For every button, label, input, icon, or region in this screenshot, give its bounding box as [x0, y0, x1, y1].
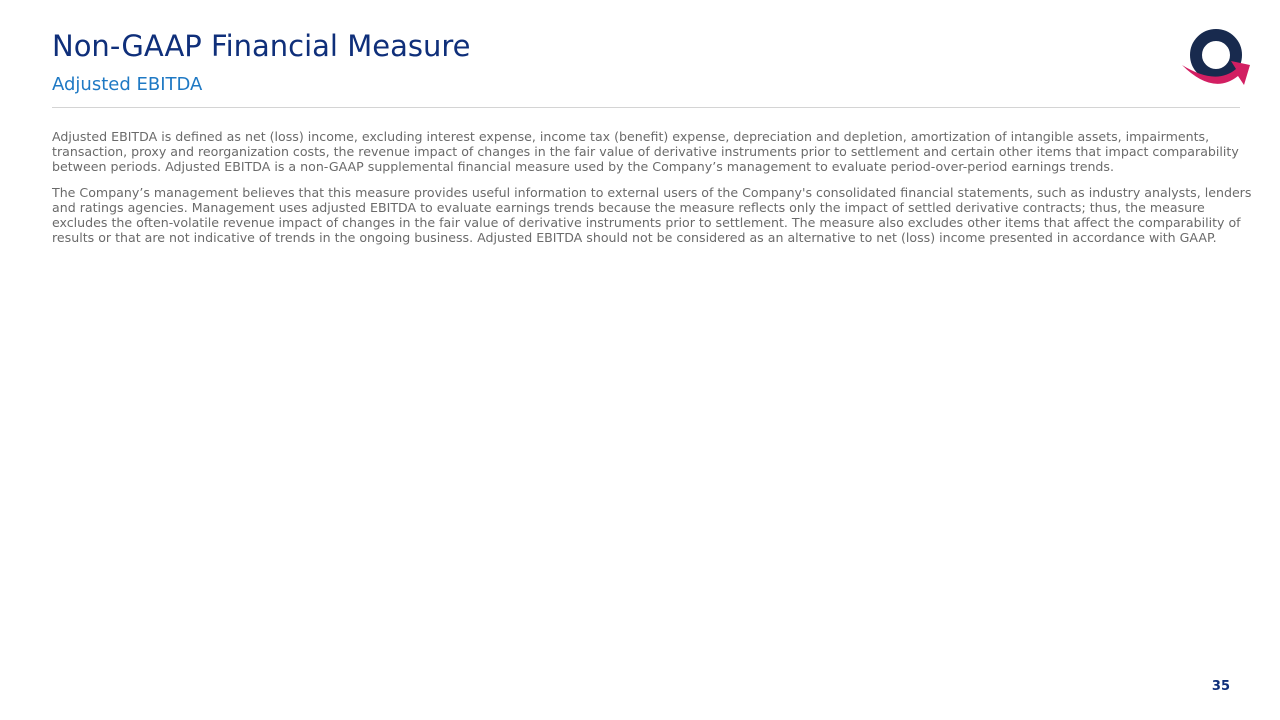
rationale-paragraph: The Company’s management believes that this measure provides useful information to external users of the Company's consolidated financial statements, such as industry analysts, lenders and ratings agencies. Management uses adjusted EBITDA to evaluate earnings trends because the measure reflects only the impact of settled derivative contracts; thus, the measure excludes the often-volatile revenue impact of changes in the fair value of derivative instruments prior to settlement. The measure also excludes other items that affect the comparability of results or that are not indicative of trends in the ongoing business. Adjusted EBITDA should not be considered as an alternative to net (loss) income presented in accordance with GAAP. — [52, 185, 1252, 245]
header-divider — [52, 107, 1240, 108]
company-logo-icon — [1180, 28, 1252, 88]
page-title: Non-GAAP Financial Measure — [52, 29, 471, 63]
logo-ring — [1196, 35, 1236, 75]
definition-paragraph: Adjusted EBITDA is defined as net (loss) income, excluding interest expense, income tax (benefit) expense, depreciation and depletion, amortization of intangible assets, impairments, transaction, proxy and reorganization costs, the revenue impact of changes in the fair value of derivative instruments prior to settlement and certain other items that impact comparability between periods. Adjusted EBITDA is a non-GAAP supplemental financial measure used by the Company’s management to evaluate period-over-period earnings trends. — [52, 129, 1239, 174]
page-number: 35 — [1211, 679, 1230, 694]
body-text — [52, 129, 1260, 256]
page-subtitle: Adjusted EBITDA — [52, 74, 203, 95]
